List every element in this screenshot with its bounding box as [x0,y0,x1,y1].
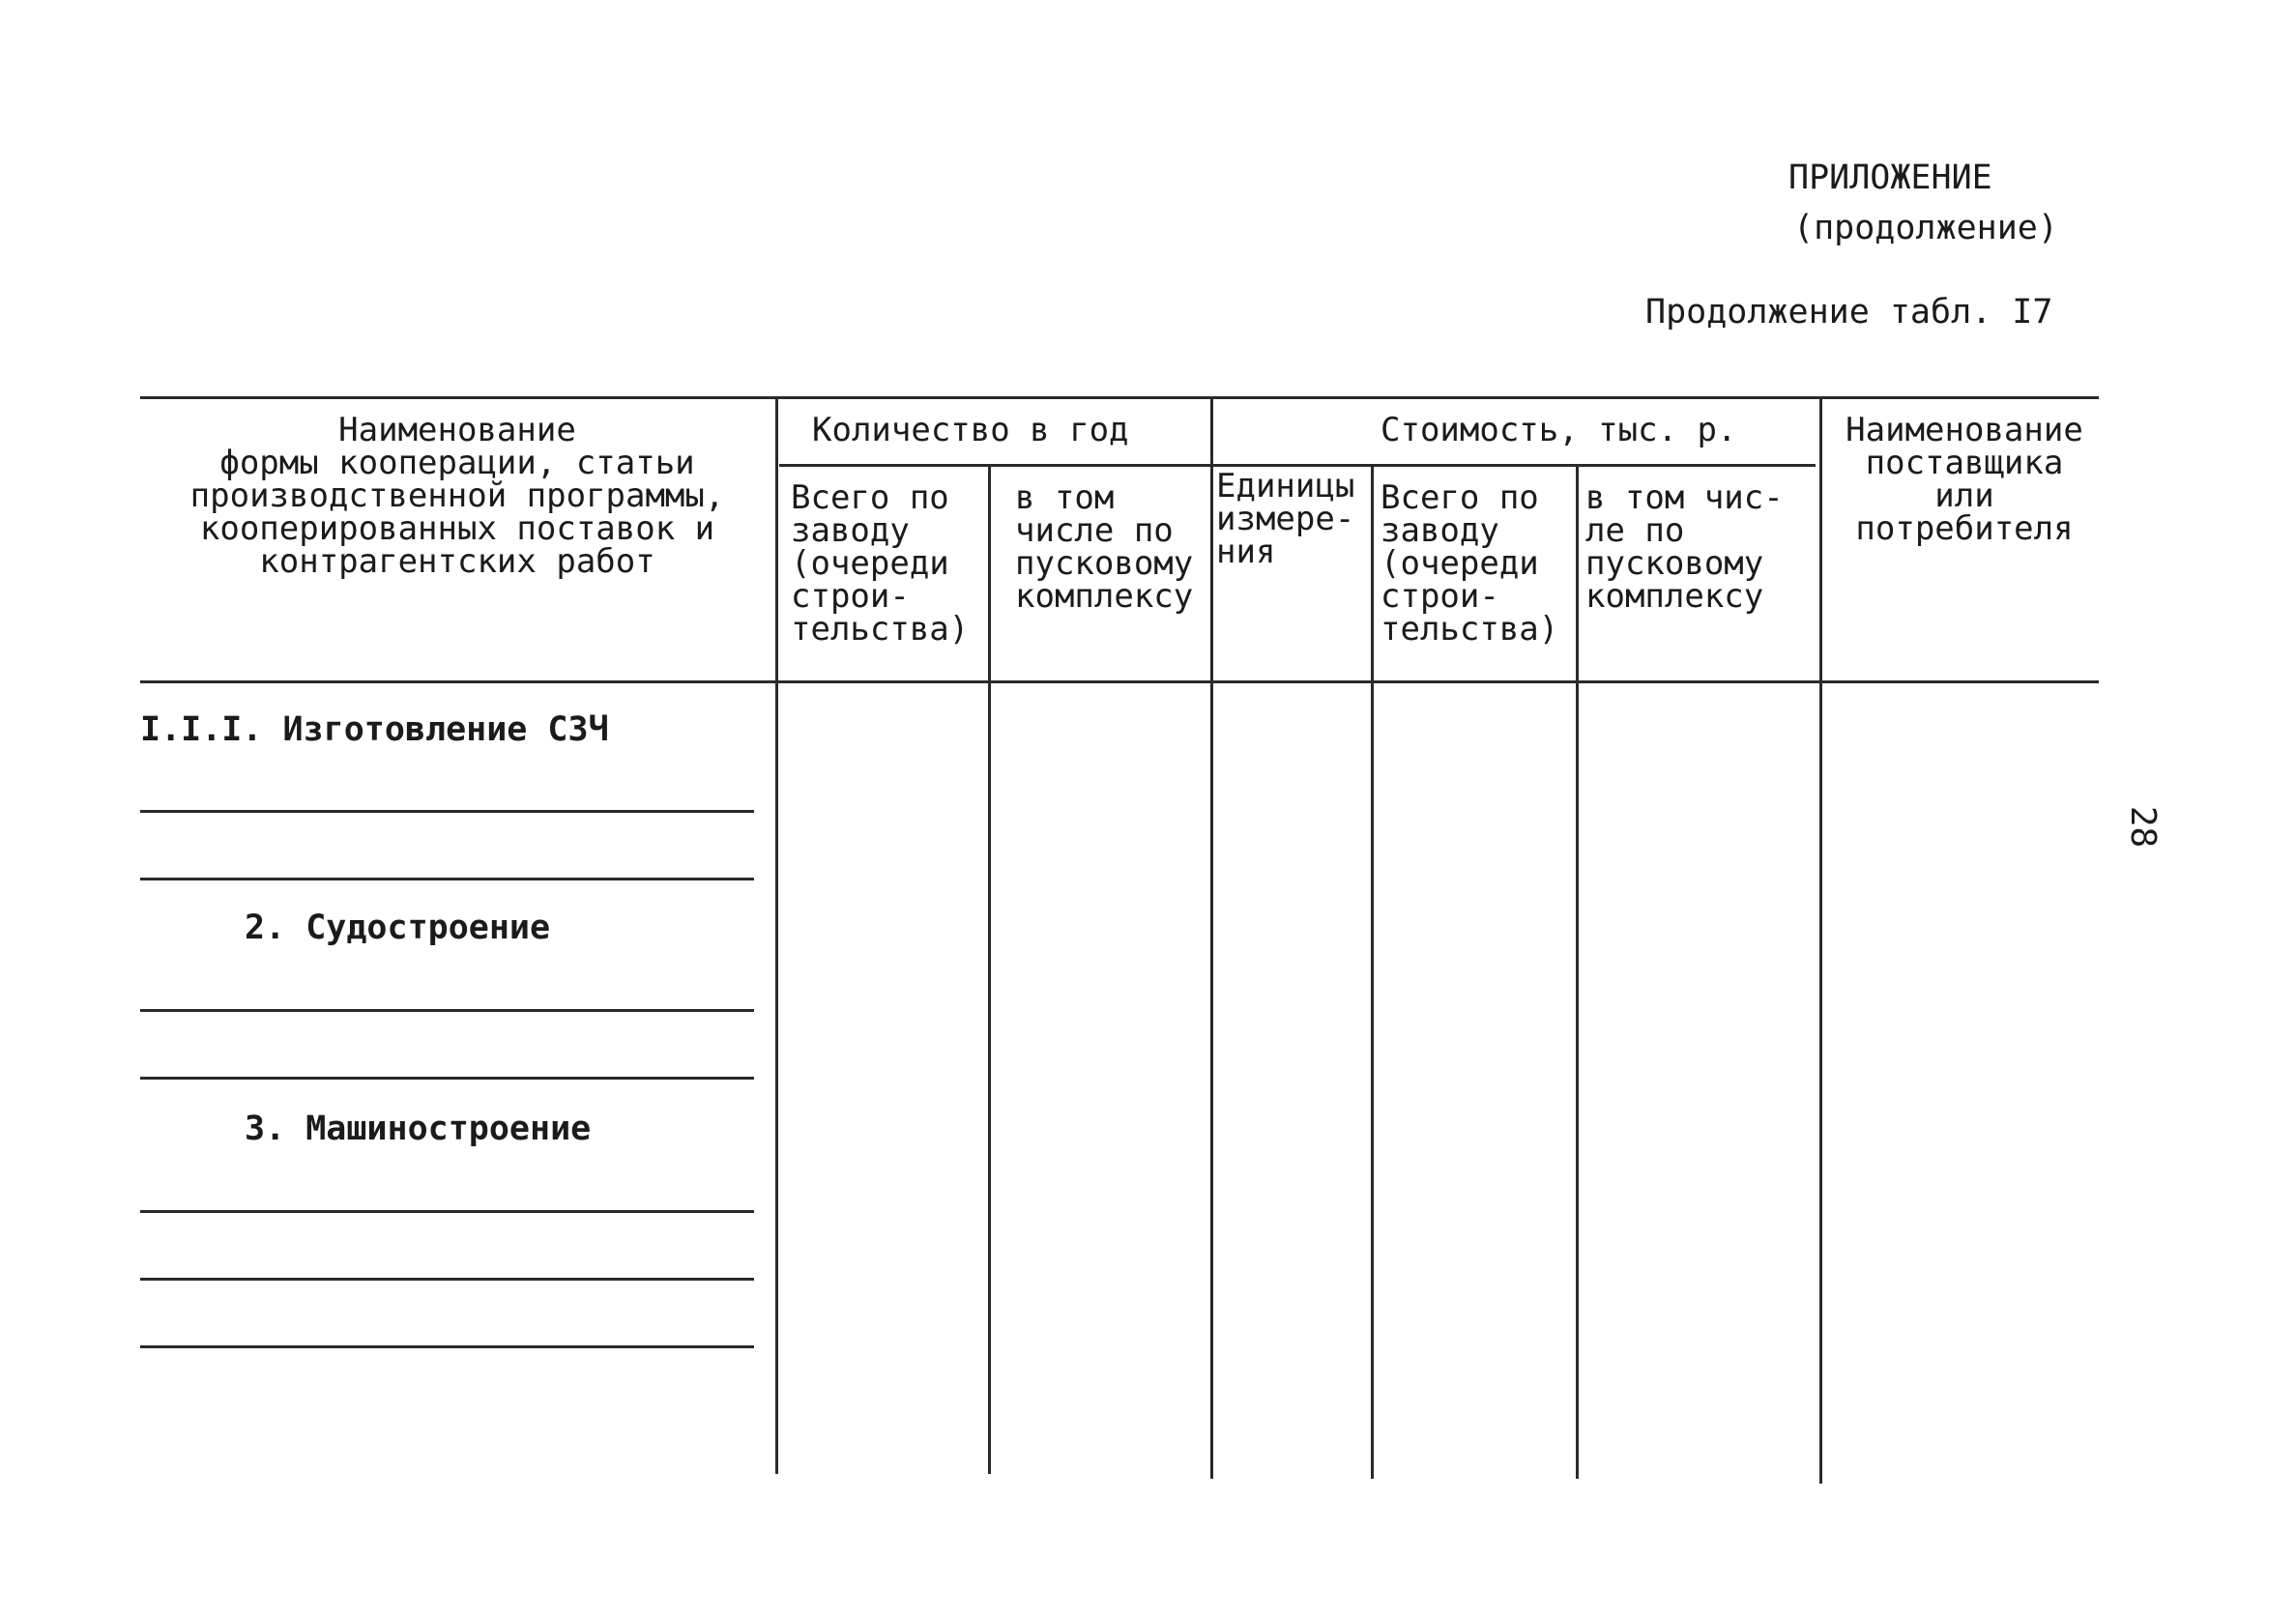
col-divider-1 [775,396,778,1474]
header-col-cost-start: в том чис- ле по пусковому комплексу [1585,478,1784,616]
col-divider-2 [988,464,991,1474]
row-line [140,1210,754,1213]
page-number: 28 [2123,805,2164,849]
row-line [140,1009,754,1012]
header-col-cost-total: Всего по заводу (очереди строи- тельства) [1381,478,1559,649]
appendix-subtitle: (продолжение) [1793,209,2058,247]
appendix-title: ПРИЛОЖЕНИЕ [1788,159,1992,197]
header-col-qty-start: в том числе по пусковому комплексу [1015,478,1194,616]
col-divider-3 [1210,396,1213,1479]
col-divider-6 [1819,396,1822,1484]
row-line [140,1077,754,1080]
header-group-quantity: Количество в год [812,411,1129,449]
col-divider-4 [1371,464,1374,1479]
header-col-supplier: Наименование поставщика или потребителя [1846,411,2083,548]
row-label-3: 3. Машиностроение [245,1110,592,1148]
row-line [140,878,754,880]
col-divider-5 [1576,464,1579,1479]
row-label-2: 2. Судостроение [245,909,551,947]
table-top-rule [140,396,2099,399]
row-line [140,1345,754,1348]
header-col-name: Наименование формы кооперации, статьи производственной программы, кооперированных поставок и контрагентских работ [189,411,725,581]
table-continuation-label: Продолжение табл. I7 [1645,293,2053,332]
header-bottom-rule [140,680,2099,683]
row-label-1: I.I.I. Изготовление СЗЧ [140,710,609,749]
row-line [140,810,754,813]
header-group-cost: Стоимость, тыс. р. [1381,411,1737,449]
header-col-unit: Единицы измере- ния [1216,467,1355,571]
row-line [140,1278,754,1281]
header-col-qty-total: Всего по заводу (очереди строи- тельства) [791,478,970,649]
